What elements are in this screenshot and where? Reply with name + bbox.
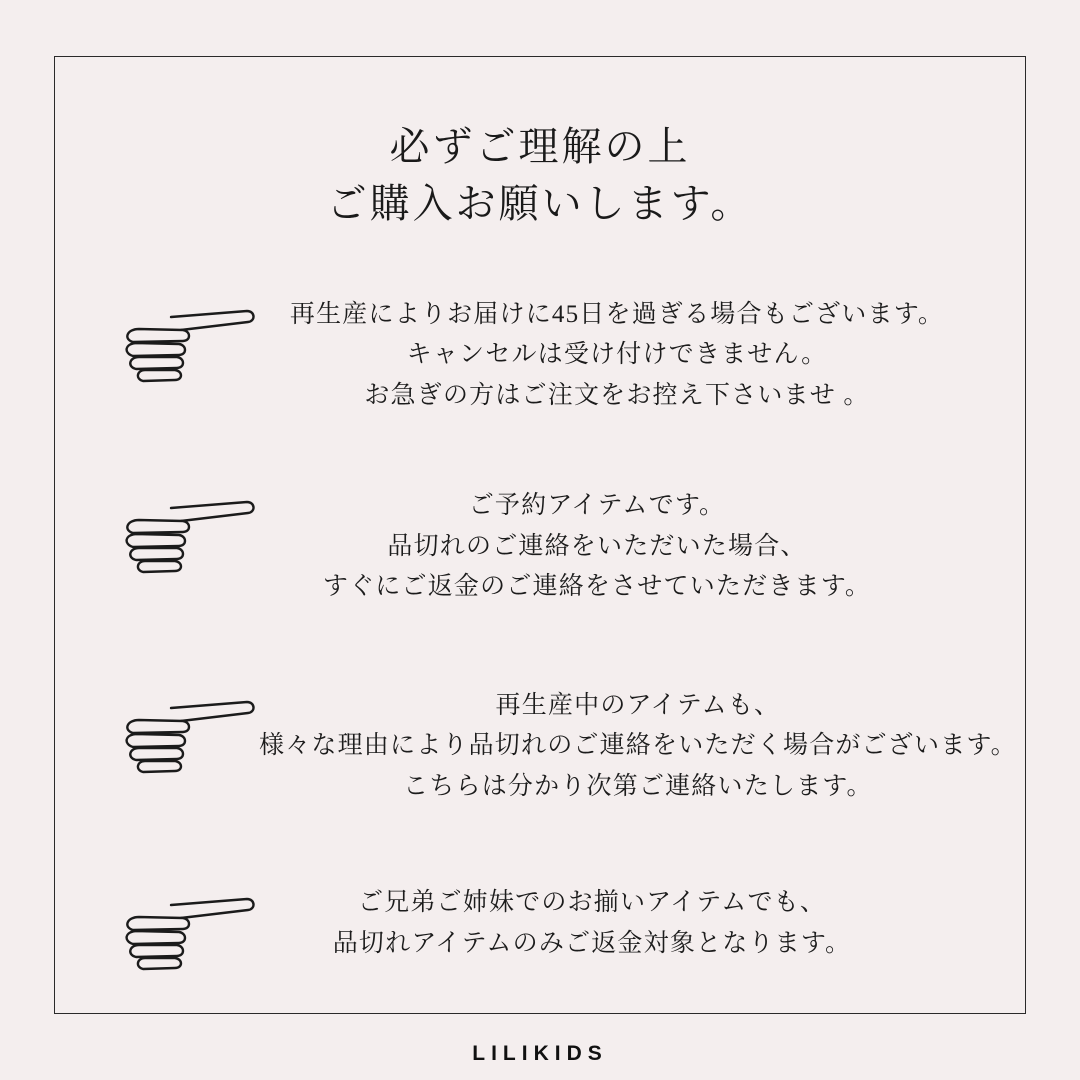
page-title-line-1: 必ずご理解の上	[389, 124, 691, 169]
notice-text	[259, 486, 995, 608]
notice-line: キャンセルは受け付けできません。	[406, 341, 828, 369]
notice-line: 様々な理由により品切れのご連絡をいただく場合がございます。	[259, 732, 1017, 760]
notice-line: ご予約アイテムです。	[468, 492, 726, 520]
notice-list	[55, 295, 1025, 974]
brand-logo: LILIKIDS	[472, 1042, 608, 1065]
pointing-hand-icon	[109, 889, 259, 973]
notice-item	[55, 295, 1025, 417]
notice-text	[259, 686, 1037, 808]
notice-text	[259, 295, 995, 417]
notice-item	[55, 686, 1025, 808]
notice-line: 再生産中のアイテムも、	[495, 691, 781, 719]
pointing-hand-icon	[109, 492, 259, 576]
notice-line: 品切れのご連絡をいただいた場合、	[387, 532, 807, 560]
notice-line: ご兄弟ご姉妹でのお揃いアイテムでも、	[357, 889, 827, 917]
notice-item	[55, 883, 1025, 973]
page-title-line-2: ご購入お願いします。	[326, 180, 754, 226]
notice-line: 品切れアイテムのみご返金対象となります。	[332, 929, 852, 957]
pointing-hand-icon	[109, 692, 259, 776]
notice-line: 再生産によりお届けに45日を過ぎる場合もございます。	[289, 300, 945, 328]
notice-item	[55, 486, 1025, 608]
notice-line: お急ぎの方はご注文をお控え下さいませ 。	[364, 381, 870, 409]
pointing-hand-icon	[109, 301, 259, 385]
notice-line: すぐにご返金のご連絡をさせていただきます。	[322, 573, 872, 601]
notice-text	[259, 883, 995, 964]
notice-line: こちらは分かり次第ご連絡いたします。	[403, 772, 873, 800]
page-title	[55, 119, 1025, 233]
notice-card	[54, 56, 1026, 1014]
